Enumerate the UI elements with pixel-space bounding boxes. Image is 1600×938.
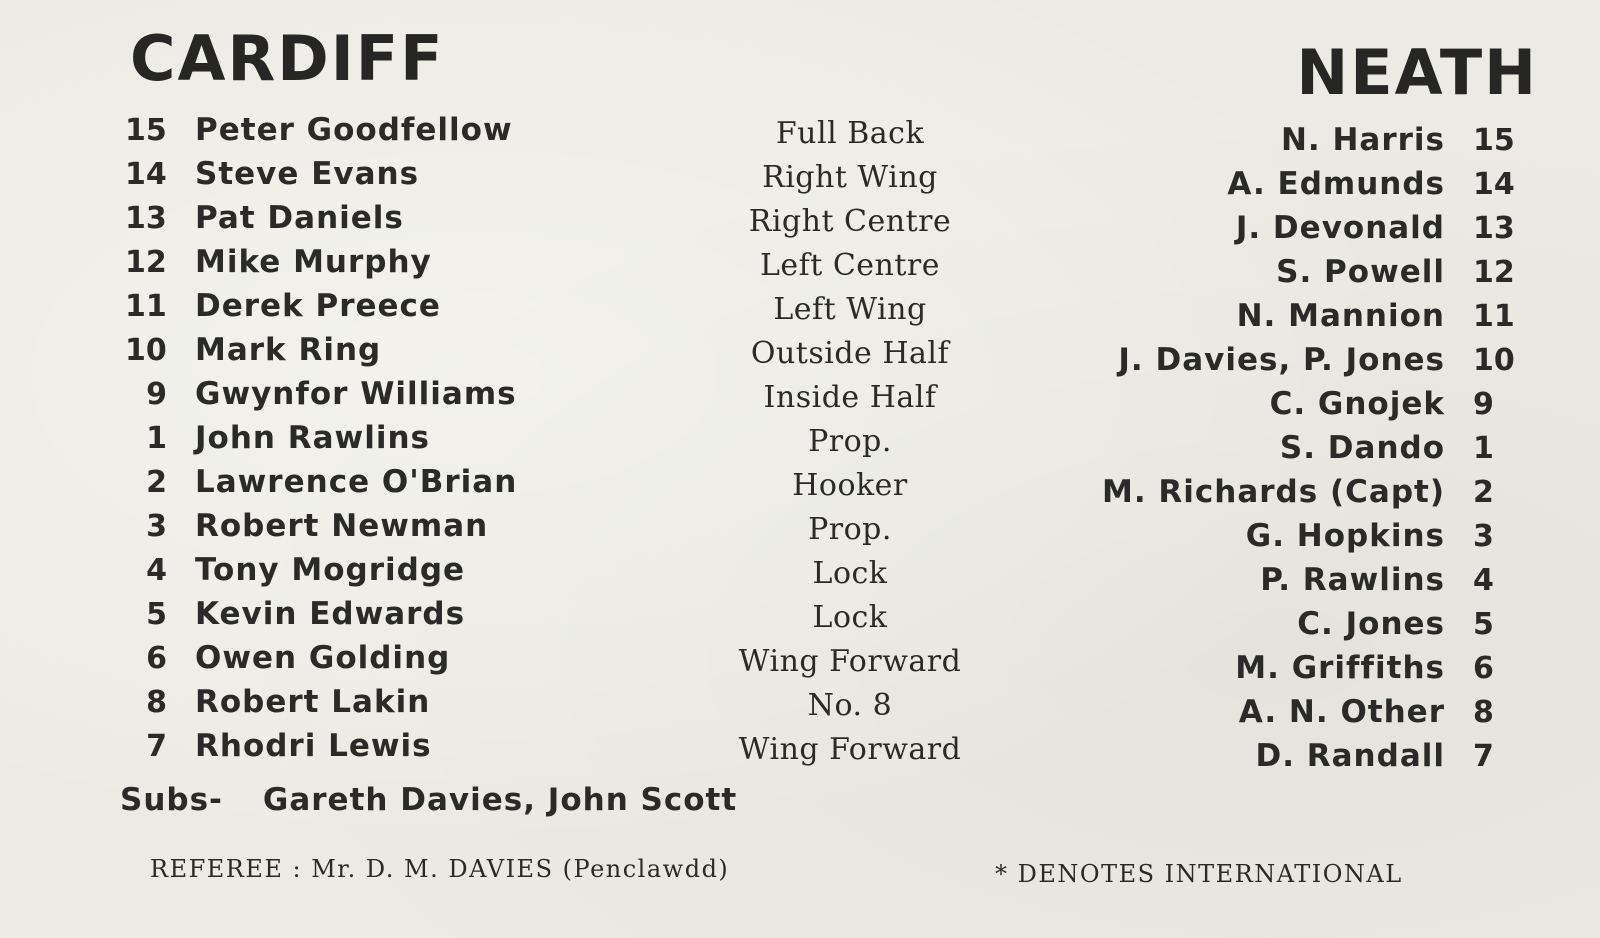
home-player-row (125, 156, 419, 192)
away-player-row (1236, 210, 1545, 246)
home-player-name: Derek Preece (195, 288, 441, 324)
position-label: Wing Forward (738, 644, 962, 679)
away-player-number: 3 (1473, 519, 1494, 554)
away-player-name: D. Randall (1255, 738, 1445, 774)
position-label: Left Centre (759, 248, 941, 283)
away-player-name: A. Edmunds (1227, 166, 1445, 202)
home-player-row (125, 332, 381, 368)
position-label: Inside Half (763, 380, 937, 415)
away-player-row (1227, 166, 1545, 202)
position-label: Hooker (792, 468, 908, 503)
away-player-number: 15 (1473, 123, 1515, 158)
away-player-number: 5 (1473, 607, 1494, 642)
home-player-number: 11 (125, 289, 167, 324)
home-player-name: Robert Lakin (195, 684, 431, 720)
home-player-row (125, 640, 450, 676)
away-player-row (1118, 342, 1545, 378)
home-player-name: Peter Goodfellow (195, 112, 513, 148)
home-player-name: Lawrence O'Brian (195, 464, 518, 500)
referee-line: REFEREE : Mr. D. M. DAVIES (Penclawdd) (150, 855, 730, 883)
home-player-number: 6 (146, 641, 167, 676)
away-player-name: G. Hopkins (1245, 518, 1445, 554)
away-player-row (1237, 298, 1545, 334)
position-label: Right Wing (762, 160, 938, 195)
away-player-name: C. Jones (1297, 606, 1445, 642)
home-player-number: 5 (146, 597, 167, 632)
away-player-row (1270, 386, 1545, 422)
away-player-row (1239, 694, 1545, 730)
home-team-title: CARDIFF (130, 22, 445, 95)
home-player-number: 9 (146, 377, 167, 412)
away-player-row (1255, 738, 1545, 774)
home-player-number: 7 (146, 729, 167, 764)
away-player-name: C. Gnojek (1269, 386, 1445, 422)
away-player-name: A. N. Other (1238, 694, 1445, 730)
home-player-row (125, 244, 432, 280)
home-player-row (125, 728, 432, 764)
home-player-row (125, 376, 517, 412)
position-label: Lock (812, 556, 888, 591)
away-player-number: 11 (1473, 299, 1515, 334)
away-player-number: 6 (1473, 651, 1494, 686)
away-player-row (1260, 562, 1545, 598)
position-label: Outside Half (750, 336, 950, 371)
home-player-name: Mike Murphy (195, 244, 432, 280)
away-player-name: P. Rawlins (1260, 562, 1445, 598)
away-player-name: N. Harris (1280, 122, 1445, 158)
home-player-row (125, 200, 404, 236)
home-player-name: John Rawlins (195, 420, 430, 456)
position-label: Prop. (808, 512, 892, 547)
home-player-row (125, 112, 513, 148)
away-player-number: 1 (1473, 431, 1494, 466)
subs-label: Subs- (120, 782, 223, 818)
home-player-name: Kevin Edwards (195, 596, 466, 632)
away-player-name: S. Dando (1279, 430, 1445, 466)
home-player-row (125, 596, 465, 632)
home-player-row (125, 288, 441, 324)
away-player-number: 14 (1473, 167, 1515, 202)
home-player-number: 12 (125, 245, 167, 280)
home-player-number: 2 (146, 465, 167, 500)
away-player-name: M. Griffiths (1235, 650, 1445, 686)
home-player-row (125, 508, 488, 544)
position-label: Prop. (808, 424, 892, 459)
position-label: Wing Forward (738, 732, 962, 767)
home-player-number: 14 (125, 157, 167, 192)
home-player-row (125, 684, 430, 720)
home-player-name: Rhodri Lewis (195, 728, 432, 764)
away-player-row (1281, 122, 1545, 158)
away-team-title: NEATH (1296, 36, 1538, 109)
position-label: Lock (812, 600, 888, 635)
position-label: No. 8 (807, 688, 893, 723)
away-player-row (1280, 430, 1545, 466)
away-player-number: 7 (1473, 739, 1494, 774)
home-player-number: 8 (146, 685, 167, 720)
home-player-row (125, 552, 465, 588)
away-player-row (1276, 254, 1545, 290)
away-player-number: 8 (1473, 695, 1494, 730)
away-player-number: 13 (1473, 211, 1515, 246)
away-player-name: J. Davies, P. Jones (1118, 342, 1445, 378)
away-player-number: 12 (1473, 255, 1515, 290)
home-player-row (125, 464, 517, 500)
home-player-name: Pat Daniels (195, 200, 404, 236)
away-player-name: J. Devonald (1235, 210, 1445, 246)
home-player-row (125, 420, 430, 456)
home-player-number: 1 (146, 421, 167, 456)
away-player-number: 4 (1473, 563, 1494, 598)
home-player-number: 15 (125, 113, 167, 148)
home-player-number: 10 (125, 333, 167, 368)
subs-names: Gareth Davies, John Scott (262, 782, 738, 818)
home-player-number: 3 (146, 509, 167, 544)
home-player-name: Steve Evans (195, 156, 420, 192)
away-player-number: 2 (1473, 475, 1494, 510)
position-label: Left Wing (773, 292, 927, 327)
home-player-number: 4 (146, 553, 167, 588)
home-player-name: Owen Golding (195, 640, 451, 676)
away-player-row (1235, 650, 1545, 686)
home-player-number: 13 (125, 201, 167, 236)
away-player-row (1102, 474, 1545, 510)
home-player-name: Gwynfor Williams (195, 376, 517, 412)
away-player-name: M. Richards (Capt) (1101, 474, 1445, 510)
position-label: Right Centre (748, 204, 952, 239)
away-player-number: 10 (1473, 343, 1515, 378)
away-player-name: S. Powell (1276, 254, 1445, 290)
home-player-name: Tony Mogridge (195, 552, 466, 588)
home-player-name: Mark Ring (195, 332, 382, 368)
international-note: * DENOTES INTERNATIONAL (995, 860, 1403, 888)
position-label: Full Back (775, 116, 925, 151)
away-player-name: N. Mannion (1236, 298, 1445, 334)
away-player-row (1246, 518, 1545, 554)
away-player-number: 9 (1473, 387, 1494, 422)
away-player-row (1297, 606, 1545, 642)
home-player-name: Robert Newman (195, 508, 489, 544)
home-substitutes (120, 782, 737, 818)
